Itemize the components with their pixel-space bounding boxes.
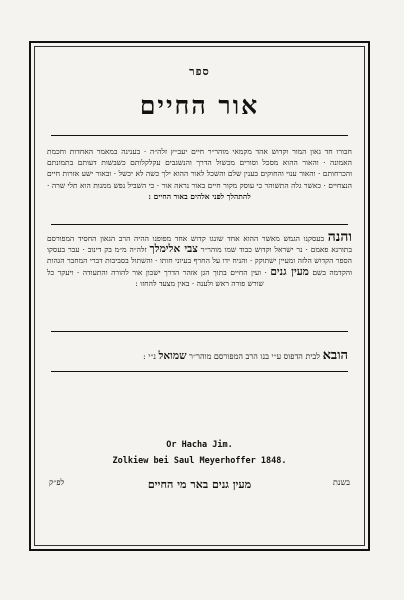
- description-tail-prefix: שרה ·: [47, 180, 66, 190]
- commentary-lead-word: והנה: [327, 229, 352, 245]
- year-prefix: בשנת: [333, 478, 350, 487]
- divider-lower: [51, 331, 348, 332]
- divider-top: [51, 135, 348, 136]
- title-page-inner-border: [34, 46, 365, 546]
- divider-bottom: [51, 371, 348, 372]
- year-chronogram: מעין גנים באר מי החיים: [147, 478, 252, 491]
- commentary-text-3: · ועין החיים בתוך הגן אזהר הדרך ישכון אור להורה והתעודה · ויעקר כל שורש פורה ראש ולענה · באין מצעד להחזו :: [47, 267, 271, 288]
- commentary-text-1: בעסקנו הגמש מאשר ההוא אחד שונגו קדוש אחד מפופנו ההיה הרב הגאון החסיד המפורסם בתורנא פאמם · נר ישראל וקדוש כבוד שמו מוהר״ר: [47, 234, 352, 255]
- divider-middle: [51, 224, 348, 225]
- description-text: חבורו חד גאון המור וקדוש אהד מקמאי מוהר״ר חיים יעב״ץ זלה״ה · בענינה במאמר האחדות וחכמת האמונה · והאור ההוא מסכל וסורים מכשול הדרך והנשגבים עקלקלותם כשבשות דעותם בתמונתם והכרחותם · והאור ענוי והחוקים בענין שלם והשכל לאור ההוא ילך כשה לא יכשל · ובאור ישע אזרות חיים הנצחיים · כאשר גלה התשוהר כי עוסק מקור חיים באור נראה אור · כי השביל נפש ממנות הוא תלי: [47, 147, 352, 190]
- year-line: [31, 478, 368, 491]
- latin-imprint: Zolkiew bei Saul Meyerhoffer 1848.: [112, 456, 287, 466]
- book-title: אור החיים: [139, 91, 260, 120]
- latin-title: Or Hacha Jim.: [166, 440, 233, 450]
- commentator-name: צבי אלימלך: [149, 243, 198, 256]
- title-page-border: [29, 41, 370, 551]
- printer-line: [51, 347, 348, 363]
- sefer-heading: ספר: [189, 65, 210, 78]
- printer-lead-word: הובא: [322, 348, 348, 363]
- description-tail: להתהלך לפני אלהים באור החיים :: [148, 191, 251, 201]
- printer-text: לבית הדפוס ע״י בנו הרב המפורסם מוהר״ר: [186, 352, 321, 361]
- commentary-paragraph: [47, 229, 352, 289]
- year-suffix: לפ״ק: [49, 478, 65, 487]
- commentary-text-2: זלה״ה מ״מ בק דינוב · עבר בעסקו הספר הקדוש הלזה ומעיין ישתוקק · והניח ידו על החרף בעיוני חותו · והשתול בסביבות דברי המחבר הגהות והקדמה בשם: [47, 245, 352, 277]
- commentary-title: מעין גנים: [270, 265, 309, 278]
- printer-name: שמואל: [158, 350, 187, 362]
- description-paragraph: [47, 146, 352, 202]
- printer-suffix: נ״י :: [142, 352, 159, 361]
